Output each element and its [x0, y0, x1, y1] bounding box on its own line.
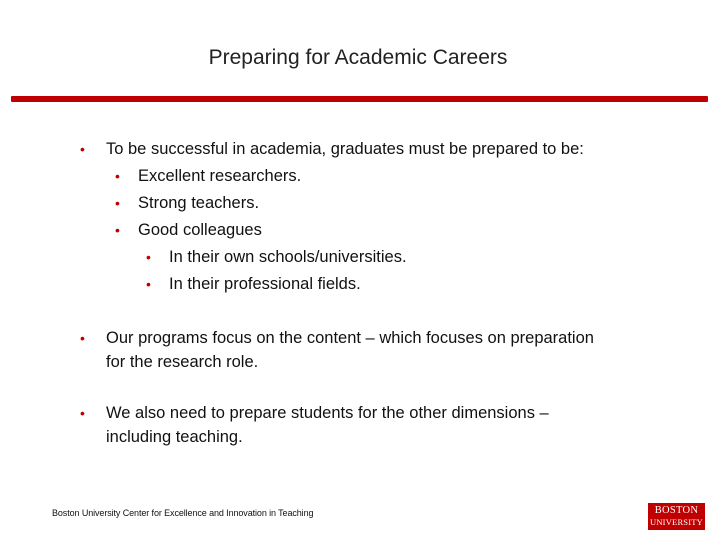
bullet-text: To be successful in academia, graduates must be prepared to be:: [106, 140, 584, 158]
boston-university-logo: [648, 503, 705, 530]
bullet-icon: •: [80, 141, 85, 157]
bullet-item: [115, 164, 302, 188]
bullet-item: [146, 245, 407, 269]
bullet-text: Our programs focus on the content – which focuses on preparation: [106, 329, 594, 347]
bullet-text: Good colleagues: [138, 221, 262, 239]
bullet-item: [115, 191, 260, 215]
bullet-text: Excellent researchers.: [138, 167, 302, 185]
bullet-item: [146, 272, 361, 296]
bullet-icon: •: [115, 195, 120, 211]
bullet-icon: •: [115, 222, 120, 238]
bullet-text: In their own schools/universities.: [169, 248, 407, 266]
bullet-icon: •: [146, 276, 151, 292]
bullet-item: [80, 401, 549, 449]
bullet-icon: •: [80, 405, 85, 421]
bullet-text: Strong teachers.: [138, 194, 260, 212]
bullet-icon: •: [115, 168, 120, 184]
title-divider: [11, 96, 708, 102]
slide-title: Preparing for Academic Careers: [208, 46, 508, 69]
bullet-item: [80, 326, 594, 374]
logo-line-1: BOSTON: [654, 505, 699, 516]
bullet-icon: •: [80, 330, 85, 346]
bullet-icon: •: [146, 249, 151, 265]
bullet-text: We also need to prepare students for the other dimensions –: [106, 404, 549, 422]
bullet-text-continued: including teaching.: [106, 428, 243, 446]
footer-caption: Boston University Center for Excellence and Innovation in Teaching: [52, 508, 314, 518]
bullet-item: [80, 137, 584, 161]
bullet-item: [115, 218, 262, 242]
logo-line-2: UNIVERSITY: [650, 517, 703, 527]
bullet-text: In their professional fields.: [169, 275, 361, 293]
bullet-text-continued: for the research role.: [106, 353, 259, 371]
